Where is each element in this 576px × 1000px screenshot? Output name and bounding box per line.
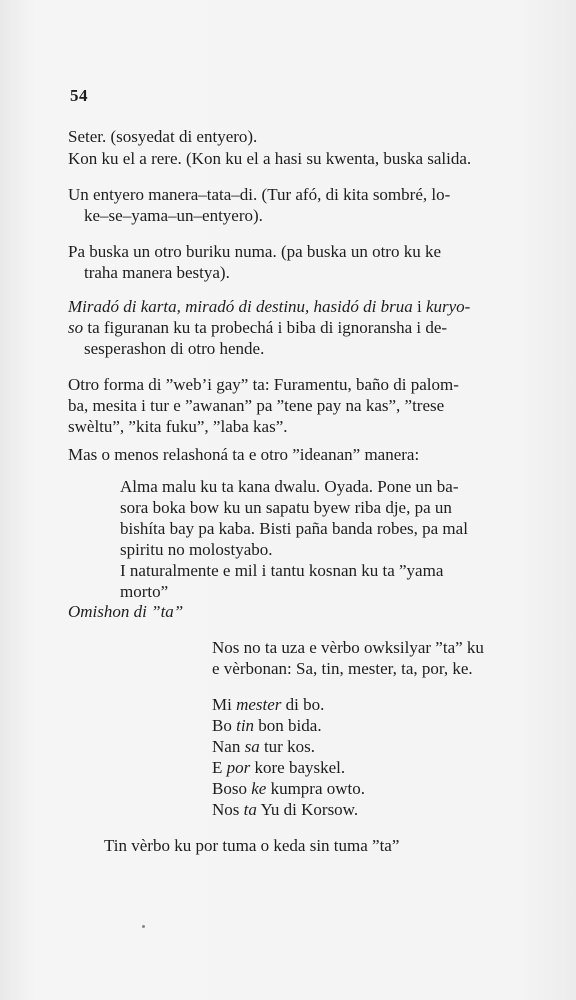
text-run: Boso [212, 779, 252, 798]
example-line [212, 757, 345, 779]
text-run: Nos [212, 800, 244, 819]
text-run: kore bayskel. [250, 758, 346, 777]
text-line: Seter. (sosyedat di entyero). [68, 127, 258, 146]
text-run: tur kos. [259, 737, 315, 756]
text-line [68, 296, 470, 318]
italic-run: so [68, 318, 84, 337]
italic-run: Miradó di karta, miradó di destinu, hasidó di brua [68, 297, 413, 316]
example-line [212, 736, 315, 758]
text-line: bishíta bay pa kaba. Bisti paña banda robes, pa mal [120, 519, 468, 538]
page-number: 54 [70, 86, 88, 105]
text-line: Kon ku el a rere. (Kon ku el a hasi su kwenta, buska salida. [68, 149, 472, 168]
text-line: Tin vèrbo ku por tuma o keda sin tuma ”ta” [104, 836, 400, 855]
example-line [212, 778, 365, 800]
text-run: i [412, 297, 426, 316]
example-line [212, 799, 358, 821]
text-run: Yu di Korsow. [256, 800, 359, 819]
text-line: I naturalmente e mil i tantu kosnan ku ta ”yama [120, 561, 444, 580]
italic-run: tin [236, 716, 255, 735]
text-line: Nos no ta uza e vèrbo owksilyar ”ta” ku [212, 638, 484, 657]
italic-run: por [226, 758, 251, 777]
text-run: Bo [212, 716, 237, 735]
text-line: e vèrbonan: Sa, tin, mester, ta, por, ke. [212, 659, 473, 678]
text-line: sesperashon di otro hende. [84, 339, 265, 358]
text-line: traha manera bestya). [84, 263, 230, 282]
text-line: morto” [120, 582, 169, 601]
section-heading: Omishon di ”ta” [68, 602, 184, 621]
text-line: Un entyero manera–tata–di. (Tur afó, di kita sombré, lo- [68, 185, 451, 204]
text-line: Alma malu ku ta kana dwalu. Oyada. Pone un ba- [120, 477, 459, 496]
text-line: sora boka bow ku un sapatu byew riba dje, pa un [120, 498, 452, 517]
text-line: ba, mesita i tur e ”awanan” pa ”tene pay na kas”, ”trese [68, 396, 445, 415]
italic-run: sa [244, 737, 260, 756]
text-line: spiritu no molostyabo. [120, 540, 273, 559]
text-run: di bo. [281, 695, 325, 714]
example-line [212, 694, 324, 716]
italic-run: kuryo- [425, 297, 471, 316]
text-run: kumpra owto. [266, 779, 365, 798]
example-line [212, 715, 322, 737]
text-line: Pa buska un otro buriku numa. (pa buska un otro ku ke [68, 242, 441, 261]
text-line: ke–se–yama–un–entyero). [84, 206, 263, 225]
italic-run: ta [243, 800, 257, 819]
text-line: Otro forma di ”web’i gay” ta: Furamentu, baño di palom- [68, 375, 459, 394]
text-run: ta figuranan ku ta probechá i biba di ignoransha i de- [83, 318, 448, 337]
text-run: Mi [212, 695, 237, 714]
text-line: swèltu”, ”kita fuku”, ”laba kas”. [68, 417, 288, 436]
ink-speck [142, 925, 145, 928]
text-line: Mas o menos relashoná ta e otro ”ideanan” manera: [68, 445, 420, 464]
text-line [68, 317, 447, 339]
italic-run: ke [251, 779, 267, 798]
text-run: bon bida. [254, 716, 322, 735]
text-run: Nan [212, 737, 245, 756]
italic-run: mester [236, 695, 282, 714]
text-run: E [212, 758, 227, 777]
